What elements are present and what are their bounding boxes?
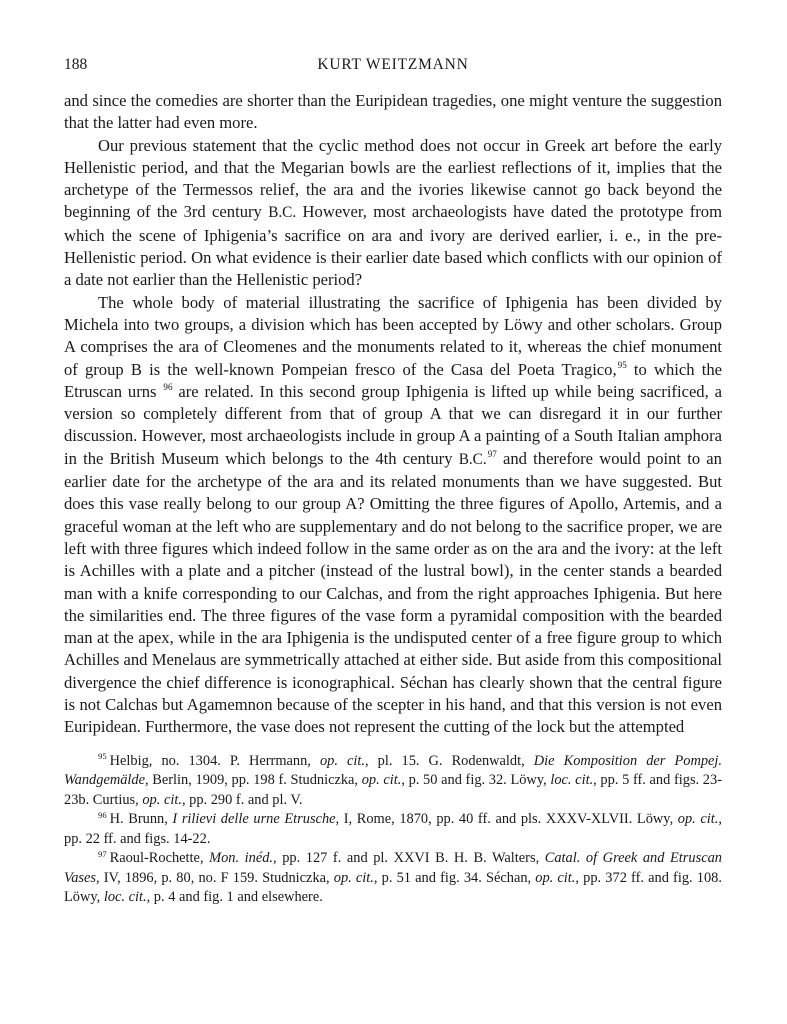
italic-text: loc. cit. <box>103 889 147 906</box>
text-run: Helbig, no. 1304. P. Herrmann, <box>109 752 320 769</box>
text-run: , pp. 372 ff. and fig. 108. Löwy, <box>64 869 722 906</box>
text-run: Our previous statement that the cyclic method does not occur in Greek art before the early Hellenistic period, and that the Megarian bowls are the earliest reflections of it, implies that the archetype of the Termessos relief, the ara and the ivories likewise cannot go back beyond the beginning of the 3rd century <box>64 135 722 222</box>
body-paragraph <box>64 292 722 739</box>
footnote-number: 97 <box>98 848 107 859</box>
text-run: are related. In this second group Iphigenia is lifted up while being sacrificed, a version so completely different from that of group A that we can disregard it in our further discussion. However, most archaeologists include in group A a painting of a South Italian amphora in the British Museum which belongs to the 4th century <box>64 381 722 468</box>
text-run: , I, Rome, 1870, pp. 40 ff. and pls. XXXV-XLVII. Löwy, <box>335 811 678 828</box>
text-run: , Berlin, 1909, pp. 198 f. Studniczka, <box>145 772 362 789</box>
footnote-number: 95 <box>98 751 107 761</box>
text-run: Raoul-Rochette, <box>109 850 210 867</box>
page-number: 188 <box>64 56 88 73</box>
era-abbreviation: B.C. <box>458 450 487 468</box>
footnote <box>64 752 722 811</box>
text-run: , pp. 127 f. and pl. XXVI B. H. B. Walters, <box>273 850 545 867</box>
italic-text: Catal. of Greek and Etruscan Vases <box>64 850 722 886</box>
italic-text: I rilievi delle urne Etrusche <box>172 811 336 828</box>
text-run: , pp. 290 f. and pl. V. <box>181 791 303 808</box>
text-run: , pl. 15. G. Rodenwaldt, <box>365 752 534 769</box>
text-run: , p. 50 and fig. 32. Löwy, <box>401 772 551 789</box>
footnote-number: 96 <box>98 809 107 820</box>
era-abbreviation: B.C. <box>268 204 297 222</box>
text-run: The whole body of material illustrating the sacrifice of Iphigenia has been divided by Michela into two groups, a division which has been accepted by Löwy and other scholars. Group A comprises the ara of Cleomenes and the monuments related to it, whereas the chief monument of group B is the well-known Pompeian fresco of the Casa del Poeta Tragico, <box>64 292 722 379</box>
footnote <box>64 849 722 908</box>
body-paragraph <box>64 135 722 292</box>
italic-text: op. cit. <box>677 811 719 828</box>
italic-text: Mon. inéd. <box>209 850 274 867</box>
italic-text: op. cit. <box>535 869 576 886</box>
text-run: , IV, 1896, p. 80, no. F 159. Studniczka, <box>95 869 334 886</box>
body-paragraph <box>64 90 722 135</box>
text-run: and since the comedies are shorter than the Euripidean tragedies, one might venture the suggestion that the latter had even more. <box>64 91 722 133</box>
italic-text: op. cit. <box>319 752 365 769</box>
italic-text: Die Komposition der Pompej. Wandgemälde <box>64 752 723 789</box>
text-run: and therefore would point to an earlier date for the archetype of the ara and its related monuments than we have suggested. But does this vase really belong to our group A? Omitting the three figures of Apollo, Artemis, and a graceful woman at the left who are supplementary and do not belong to the sacrifice proper, we are left with three figures which indeed follow in the same order as on the ara and the ivory: at the left is Achilles with a plate and a pitcher (instead of the lustral bowl), in the center stands a bearded man with a knife corresponding to our Calchas, and from the right approaches Iphigenia. But here the similarities end. The three figures of the vase form a pyramidal composition with the bearded man at the apex, while in the ara Iphigenia is the undisputed center of a free figure group to which Achilles and Menelaus are symmetrically attached at either side. But aside from this compositional divergence the chief difference is iconographical. Séchan has clearly shown that the central figure is not Calchas but Agamemnon because of the scepter in his hand, and that this version is not even Euripidean. Furthermore, the vase does not represent the cutting of the lock but the attempted <box>64 448 722 737</box>
running-head: KURT WEITZMANN <box>317 56 469 73</box>
italic-text: op. cit. <box>361 772 402 789</box>
italic-text: loc. cit. <box>550 772 594 789</box>
text-run: , p. 4 and fig. 1 and elsewhere. <box>146 889 323 906</box>
italic-text: op. cit. <box>142 791 182 808</box>
body-text <box>64 90 722 739</box>
page-header <box>64 56 722 82</box>
text-run: However, most archaeologists have dated the prototype from which the scene of Iphigenia’s sacrifice on ara and ivory are derived earlier, i. e., in the pre-Hellenistic period. On what evidence is their earlier date based which conflicts with our opinion of a date not earlier than the Hellenistic period? <box>64 202 722 290</box>
text-run: to which the Etruscan urns <box>64 359 722 401</box>
text-run: , pp. 22 ff. and figs. 14-22. <box>64 811 722 847</box>
footnote-ref: 95 <box>617 360 627 371</box>
text-run: , pp. 5 ff. and figs. 23-23b. Curtius, <box>64 772 722 808</box>
book-page <box>64 56 722 908</box>
footnote <box>64 810 722 849</box>
footnote-ref: 97 <box>487 449 497 460</box>
footnote-ref: 96 <box>163 382 173 393</box>
text-run: , p. 51 and fig. 34. Séchan, <box>373 869 536 886</box>
italic-text: op. cit. <box>333 869 374 886</box>
footnotes <box>64 752 722 908</box>
text-run: H. Brunn, <box>109 811 173 828</box>
